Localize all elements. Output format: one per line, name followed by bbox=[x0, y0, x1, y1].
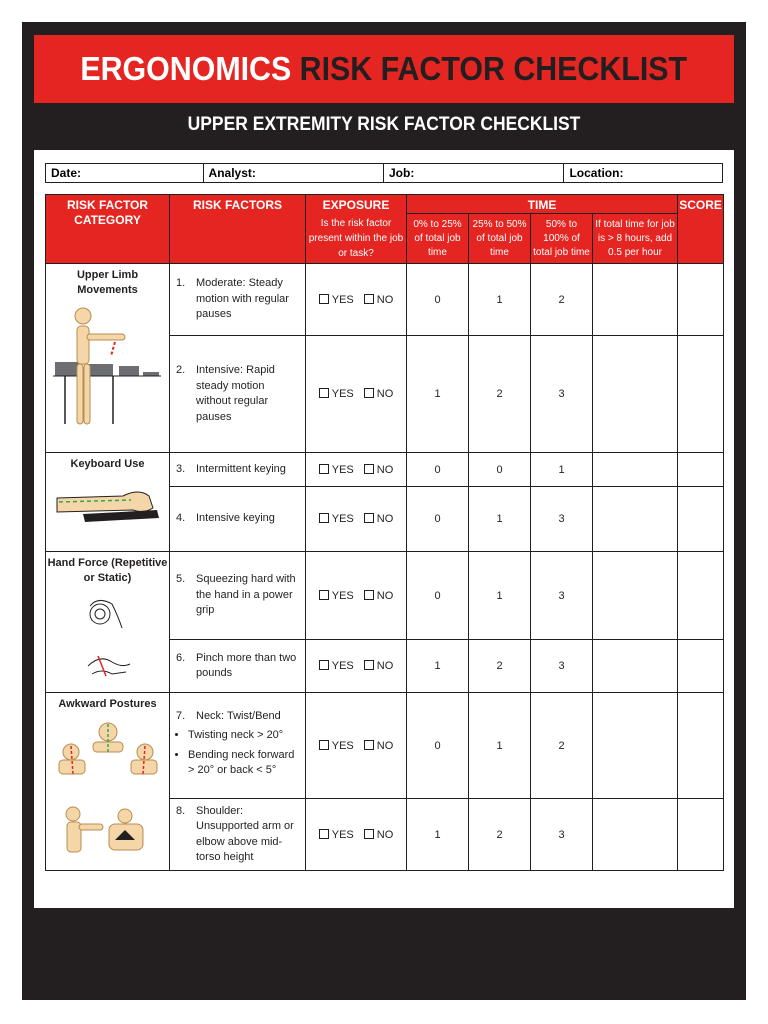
yes-checkbox[interactable]: YES bbox=[319, 660, 354, 672]
time-value[interactable]: 0 bbox=[407, 693, 469, 799]
table-row bbox=[46, 264, 724, 336]
factor-text: Shoulder: Unsupported arm or elbow above mid-torso height bbox=[196, 804, 294, 863]
time-value[interactable]: 2 bbox=[531, 264, 593, 336]
time-value[interactable]: 0 bbox=[407, 453, 469, 487]
exposure-cell bbox=[306, 799, 407, 871]
factor-text: Intermittent keying bbox=[196, 462, 286, 475]
no-checkbox[interactable]: NO bbox=[364, 464, 394, 476]
time-col-3: 50% to 100% of total job time bbox=[531, 214, 593, 264]
exposure-cell bbox=[306, 453, 407, 487]
time-value[interactable]: 1 bbox=[469, 487, 531, 552]
risk-factor-2 bbox=[170, 336, 306, 453]
poster-frame bbox=[22, 22, 746, 1000]
header-factors: RISK FACTORS bbox=[170, 195, 306, 264]
exposure-cell bbox=[306, 487, 407, 552]
score-cell[interactable] bbox=[678, 552, 724, 640]
yes-checkbox[interactable]: YES bbox=[319, 590, 354, 602]
no-checkbox[interactable]: NO bbox=[364, 590, 394, 602]
header-exposure-label: EXPOSURE bbox=[322, 198, 390, 212]
score-cell[interactable] bbox=[678, 336, 724, 453]
factor-number: 8. bbox=[176, 804, 186, 817]
exposure-cell bbox=[306, 264, 407, 336]
extra-time-cell[interactable] bbox=[593, 487, 678, 552]
risk-factor-6 bbox=[170, 640, 306, 693]
time-col-1: 0% to 25% of total job time bbox=[407, 214, 469, 264]
category-upper-limb bbox=[46, 264, 170, 453]
checklist-sheet bbox=[34, 150, 734, 908]
date-field[interactable]: Date: bbox=[46, 164, 204, 182]
extra-time-cell[interactable] bbox=[593, 336, 678, 453]
category-label: Upper Limb Movements bbox=[76, 269, 139, 296]
factor-number: 5. bbox=[176, 573, 186, 586]
yes-checkbox[interactable]: YES bbox=[319, 740, 354, 752]
factor-number: 2. bbox=[176, 364, 186, 376]
time-value[interactable]: 1 bbox=[531, 453, 593, 487]
title-part-1: ERGONOMICS bbox=[80, 50, 292, 87]
score-cell[interactable] bbox=[678, 640, 724, 693]
score-cell[interactable] bbox=[678, 799, 724, 871]
extra-time-cell[interactable] bbox=[593, 640, 678, 693]
header-time: TIME bbox=[407, 195, 678, 214]
exposure-cell bbox=[306, 693, 407, 799]
yes-checkbox[interactable]: YES bbox=[319, 829, 354, 841]
no-checkbox[interactable]: NO bbox=[364, 388, 394, 400]
title-part-2: RISK FACTOR CHECKLIST bbox=[299, 50, 688, 87]
table-row bbox=[46, 453, 724, 487]
title-banner bbox=[34, 35, 734, 103]
factor-number: 4. bbox=[176, 512, 186, 525]
extra-time-cell[interactable] bbox=[593, 799, 678, 871]
bullet-list bbox=[176, 728, 299, 779]
time-value[interactable]: 1 bbox=[407, 799, 469, 871]
score-cell[interactable] bbox=[678, 693, 724, 799]
risk-factor-1 bbox=[170, 264, 306, 336]
exposure-cell bbox=[306, 640, 407, 693]
exposure-cell bbox=[306, 336, 407, 453]
no-checkbox[interactable]: NO bbox=[364, 513, 394, 525]
subtitle: UPPER EXTREMITY RISK FACTOR CHECKLIST bbox=[187, 114, 581, 135]
header-score: SCORE bbox=[678, 195, 724, 264]
extra-time-cell[interactable] bbox=[593, 552, 678, 640]
category-label: Keyboard Use bbox=[70, 458, 145, 470]
hand-grip-icon bbox=[78, 592, 138, 692]
time-col-2: 25% to 50% of total job time bbox=[469, 214, 531, 264]
score-cell[interactable] bbox=[678, 453, 724, 487]
time-value[interactable]: 1 bbox=[407, 640, 469, 693]
table-row bbox=[46, 693, 724, 799]
header-exposure bbox=[306, 195, 407, 264]
factor-text: Intensive: Rapid steady motion without regular pauses bbox=[196, 364, 275, 423]
time-value[interactable]: 2 bbox=[469, 336, 531, 453]
factor-text: Intensive keying bbox=[196, 512, 275, 525]
job-field[interactable]: Job: bbox=[384, 164, 564, 182]
yes-checkbox[interactable]: YES bbox=[319, 513, 354, 525]
factor-number: 3. bbox=[176, 462, 186, 475]
risk-factor-5 bbox=[170, 552, 306, 640]
risk-factor-7 bbox=[170, 693, 306, 799]
checklist-table bbox=[45, 194, 724, 871]
posture-figures-icon bbox=[53, 718, 163, 858]
category-label: Awkward Postures bbox=[58, 698, 157, 710]
time-value[interactable]: 2 bbox=[531, 693, 593, 799]
time-value[interactable]: 0 bbox=[407, 487, 469, 552]
time-value[interactable]: 0 bbox=[407, 264, 469, 336]
factor-text: Pinch more than two pounds bbox=[196, 651, 297, 679]
bullet-item: • Twisting neck > 20° bbox=[188, 728, 299, 744]
time-value[interactable]: 3 bbox=[531, 552, 593, 640]
risk-factor-4 bbox=[170, 487, 306, 552]
bullet-item: • Bending neck forward > 20° or back < 5° bbox=[188, 748, 299, 779]
category-hand-force bbox=[46, 552, 170, 693]
table-row bbox=[46, 552, 724, 640]
factor-number: 7. bbox=[176, 709, 186, 722]
score-cell[interactable] bbox=[678, 487, 724, 552]
extra-time-cell[interactable] bbox=[593, 264, 678, 336]
time-value[interactable]: 3 bbox=[531, 336, 593, 453]
time-value[interactable]: 0 bbox=[469, 453, 531, 487]
factor-text: Moderate: Steady motion with regular pauses bbox=[196, 277, 289, 321]
no-checkbox[interactable]: NO bbox=[364, 829, 394, 841]
page-title bbox=[81, 50, 688, 88]
no-checkbox[interactable]: NO bbox=[364, 660, 394, 672]
score-cell[interactable] bbox=[678, 264, 724, 336]
yes-checkbox[interactable]: YES bbox=[319, 388, 354, 400]
yes-checkbox[interactable]: YES bbox=[319, 464, 354, 476]
analyst-field[interactable]: Analyst: bbox=[204, 164, 384, 182]
header-category: RISK FACTOR CATEGORY bbox=[46, 195, 170, 264]
category-label: Hand Force (Repetitive or Static) bbox=[47, 557, 168, 584]
time-value[interactable]: 3 bbox=[531, 487, 593, 552]
factor-text: Squeezing hard with the hand in a power grip bbox=[196, 573, 296, 617]
risk-factor-8 bbox=[170, 799, 306, 871]
time-value[interactable]: 1 bbox=[407, 336, 469, 453]
risk-factor-3 bbox=[170, 453, 306, 487]
exposure-cell bbox=[306, 552, 407, 640]
header-exposure-sub: Is the risk factor present within the job or task? bbox=[308, 218, 404, 259]
factor-number: 6. bbox=[176, 651, 186, 664]
time-value[interactable]: 1 bbox=[469, 693, 531, 799]
extra-time-cell[interactable] bbox=[593, 453, 678, 487]
location-field[interactable]: Location: bbox=[569, 166, 624, 180]
no-checkbox[interactable]: NO bbox=[364, 740, 394, 752]
category-keyboard bbox=[46, 453, 170, 552]
factor-number: 1. bbox=[176, 277, 186, 290]
factor-text: Neck: Twist/Bend bbox=[196, 709, 281, 722]
time-value[interactable]: 1 bbox=[469, 264, 531, 336]
mannequin-reaching-icon bbox=[53, 304, 163, 434]
time-value[interactable]: 3 bbox=[531, 640, 593, 693]
time-value[interactable]: 1 bbox=[469, 552, 531, 640]
time-value[interactable]: 0 bbox=[407, 552, 469, 640]
yes-checkbox[interactable]: YES bbox=[319, 294, 354, 306]
keyboard-hand-icon bbox=[53, 478, 163, 528]
time-col-4: If total time for job is > 8 hours, add 0.5 per hour bbox=[593, 214, 678, 264]
time-value[interactable]: 2 bbox=[469, 640, 531, 693]
category-awkward-postures bbox=[46, 693, 170, 871]
no-checkbox[interactable]: NO bbox=[364, 294, 394, 306]
time-value[interactable]: 3 bbox=[531, 799, 593, 871]
time-value[interactable]: 2 bbox=[469, 799, 531, 871]
meta-bar bbox=[45, 163, 723, 183]
extra-time-cell[interactable] bbox=[593, 693, 678, 799]
